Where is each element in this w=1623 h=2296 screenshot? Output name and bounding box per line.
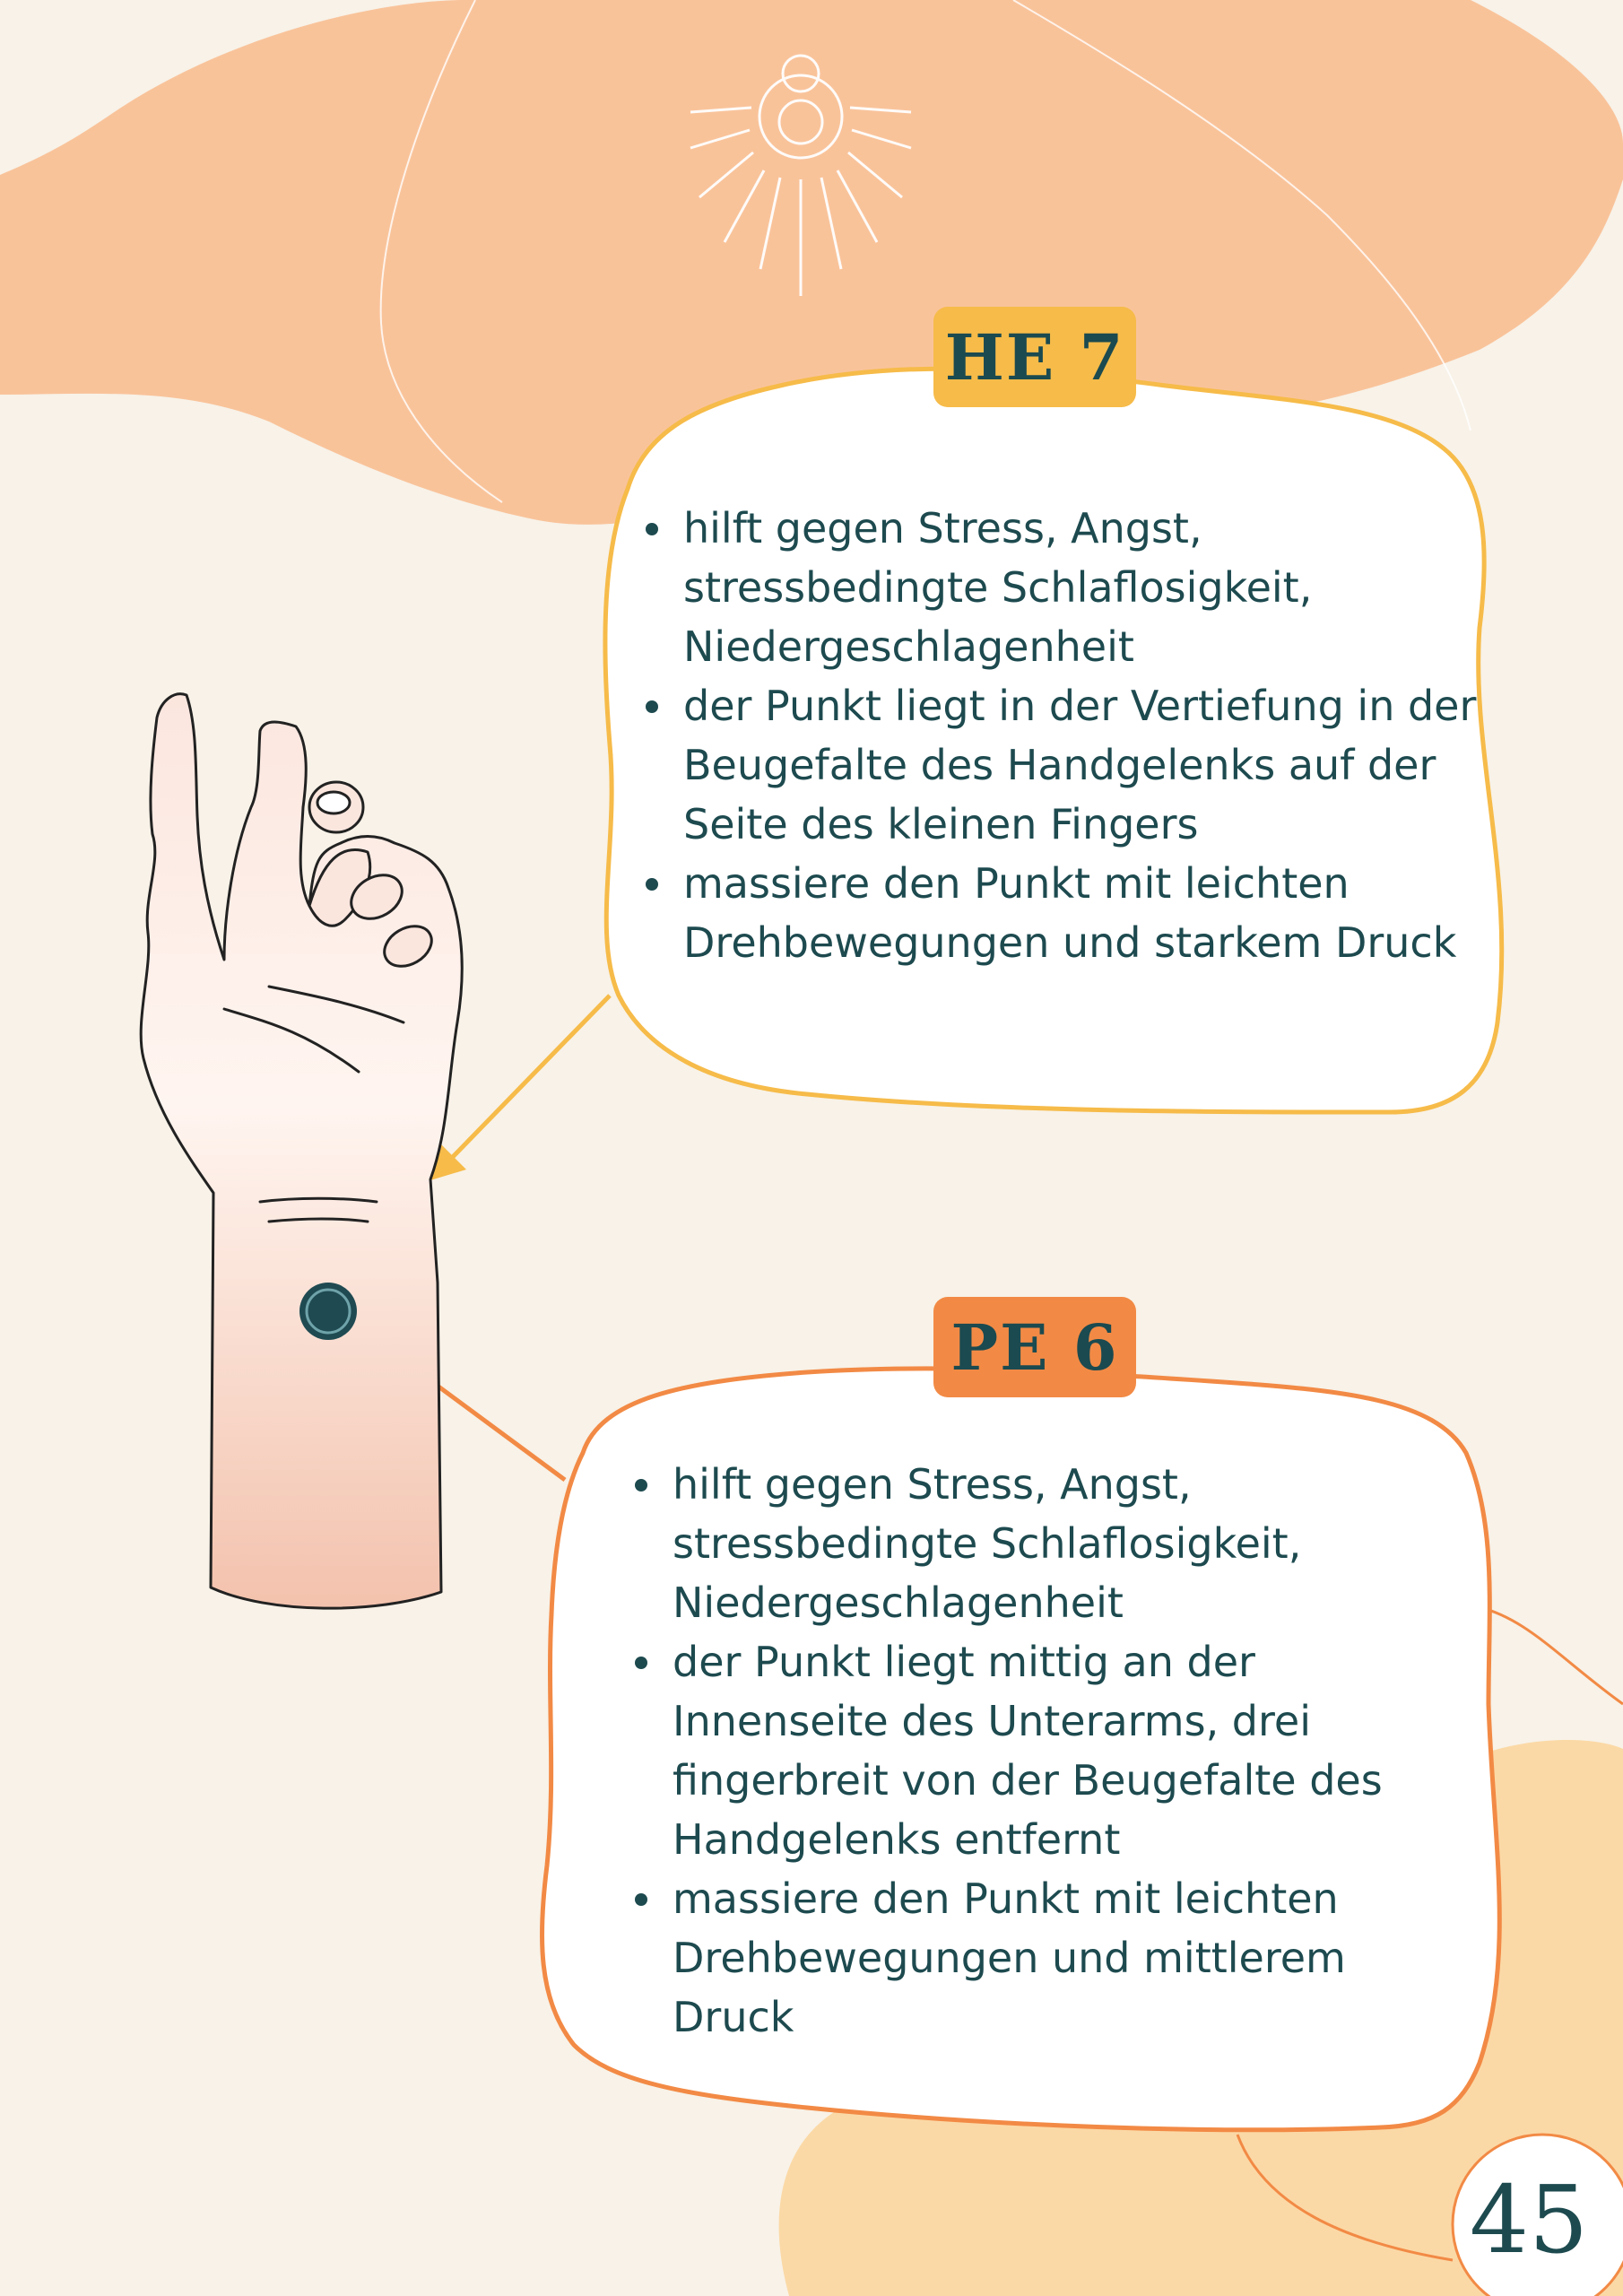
list-item: massiere den Punkt mit leichten Drehbewegungen und starkem Druck (637, 854, 1497, 972)
acupressure-point-icon (299, 1283, 357, 1340)
pe6-points-list (626, 1455, 1469, 2047)
list-item: massiere den Punkt mit leichten Drehbewegungen und mittlerem Druck (626, 1869, 1469, 2047)
he7-points-list (637, 499, 1497, 972)
decor-line (1471, 1605, 1623, 1704)
list-item: hilft gegen Stress, Angst, stressbedingte Schlaflosigkeit, Niedergeschlagenheit (637, 499, 1497, 676)
list-item: der Punkt liegt in der Vertiefung in der Beugefalte des Handgelenks auf der Seite des kleinen Fingers (637, 676, 1497, 854)
pe6-label: PE 6 (933, 1297, 1136, 1397)
he7-label: HE 7 (933, 307, 1136, 407)
list-item: hilft gegen Stress, Angst, stressbedingte Schlaflosigkeit, Niedergeschlagenheit (626, 1455, 1469, 1632)
hand-illustration (141, 694, 462, 1608)
page-number: 45 (1469, 2165, 1589, 2274)
list-item: der Punkt liegt mittig an der Innenseite des Unterarms, drei fingerbreit von der Beugefalte des Handgelenks entfernt (626, 1632, 1469, 1869)
